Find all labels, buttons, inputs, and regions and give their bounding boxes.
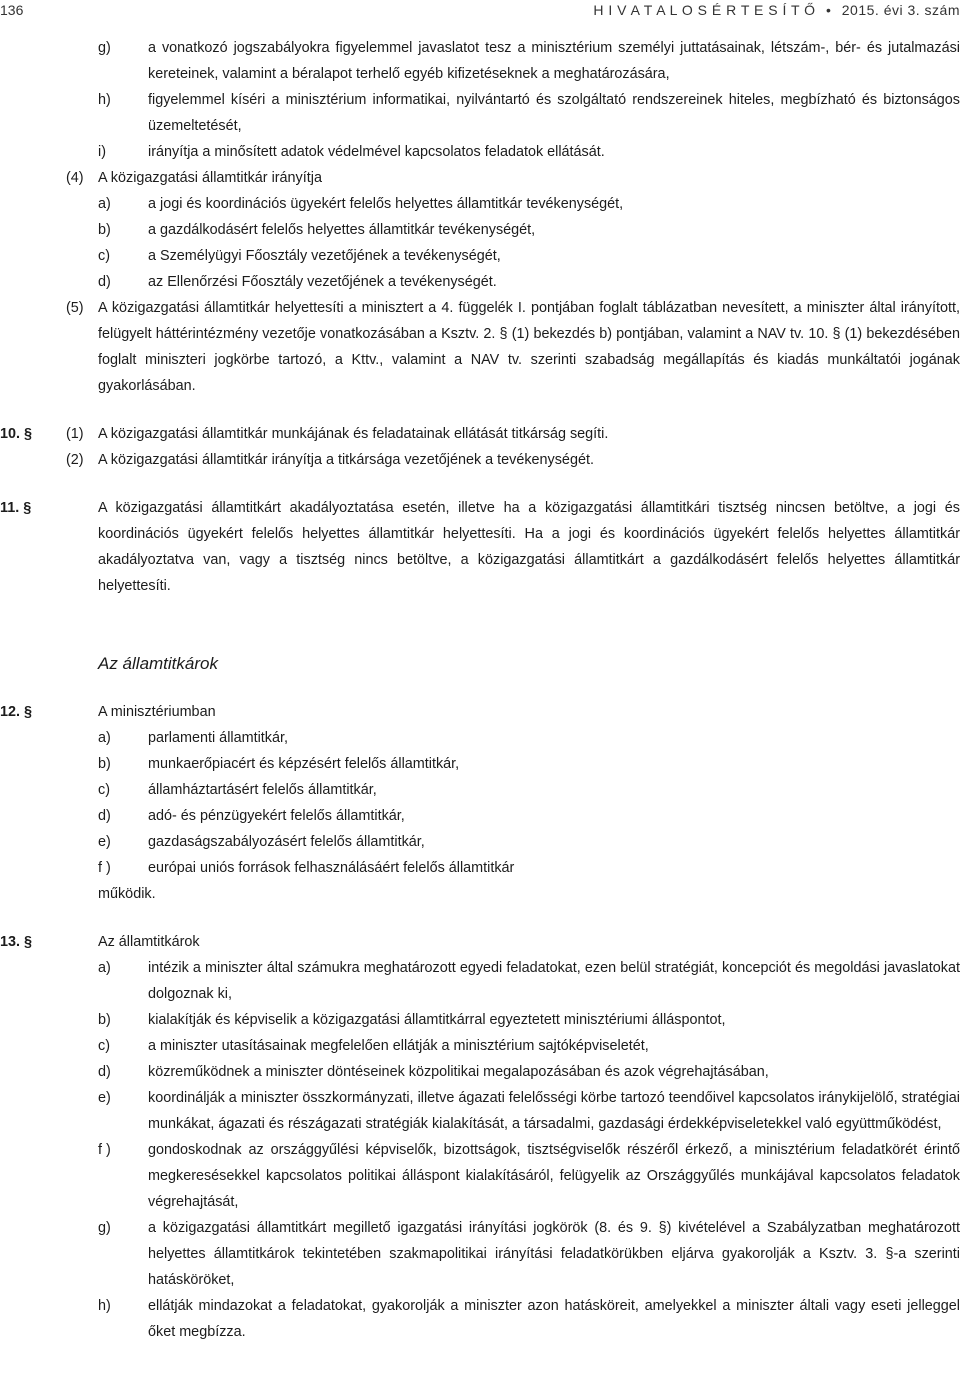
item-label: h)	[98, 92, 111, 108]
spacer	[0, 599, 960, 651]
paragraph-text: A közigazgatási államtitkár irányítja a titkársága vezetőjének a tevékenységét.	[98, 452, 594, 468]
section-label: 10. §	[0, 426, 33, 442]
page-header	[0, 0, 960, 20]
list-item	[0, 1085, 960, 1137]
list-item	[0, 955, 960, 1007]
item-text: koordinálják a miniszter összkormányzati, illetve ágazati felelősségi körbe tartozó teendőivel kapcsolatos iránykijelölő, stratégiai munkákat, ágazati és részágazati stratégiák kialakítását, a társadalmi, gazdasági érdekképviseletekkel való együttműködést,	[148, 1090, 960, 1132]
closing-text: működik.	[98, 886, 156, 902]
paragraph-label: (4)	[66, 170, 84, 186]
item-text: gondoskodnak az országgyűlési képviselők, bizottságok, tisztségviselők részéről érkező, a minisztérium feladatkörét érintő megkeresésekkel kapcsolatos politikai álláspont kialakításáról, felügyelik az Országgyűlés munkájával kapcsolatos feladatok végrehajtását,	[148, 1142, 960, 1210]
page-number: 136	[0, 2, 24, 18]
spacer	[0, 907, 960, 929]
section-10-paragraph-2	[0, 447, 960, 473]
list-item	[0, 1007, 960, 1033]
item-label: f )	[98, 860, 111, 876]
header-bullet: •	[825, 2, 832, 18]
list-item	[0, 1215, 960, 1293]
item-text: közreműködnek a miniszter döntéseinek közpolitikai megalapozásában és azok végrehajtásában,	[148, 1064, 769, 1080]
list-item	[0, 855, 960, 881]
list-item	[0, 35, 960, 87]
item-label: b)	[98, 756, 111, 772]
list-item	[0, 87, 960, 139]
section-text: Az államtitkárok	[98, 934, 200, 950]
document-body	[0, 35, 960, 1345]
item-text: munkaerőpiacért és képzésért felelős államtitkár,	[148, 756, 460, 772]
item-text: gazdaságszabályozásért felelős államtitkár,	[148, 834, 425, 850]
paragraph-text: A közigazgatási államtitkár irányítja	[98, 170, 322, 186]
item-label: i)	[98, 144, 106, 160]
item-label: c)	[98, 248, 110, 264]
list-item	[0, 829, 960, 855]
item-text: figyelemmel kíséri a minisztérium informatikai, nyilvántartó és szolgáltató rendszereinek hiteles, megbízható és biztonságos üzemeltetését,	[148, 92, 960, 134]
publication-name: H I V A T A L O S É R T E S Í T Ő	[593, 2, 816, 18]
section-text: A minisztériumban	[98, 704, 216, 720]
item-text: parlamenti államtitkár,	[148, 730, 288, 746]
section-13	[0, 929, 960, 955]
item-text: a közigazgatási államtitkárt megillető igazgatási irányítási jogkörök (8. és 9. §) kivételével a Szabályzatban meghatározott helyettes államtitkárok tekintetében szakmapolitikai irányítási feladatkörükben eljárva gyakorolják a Ksztv. 3. §-a szerinti hatásköröket,	[148, 1220, 960, 1288]
item-label: a)	[98, 730, 111, 746]
list-item	[0, 751, 960, 777]
list-item	[0, 1293, 960, 1345]
list-item	[0, 139, 960, 165]
spacer	[0, 677, 960, 699]
item-label: c)	[98, 1038, 110, 1054]
item-text: európai uniós források felhasználásáért felelős államtitkár	[148, 860, 515, 876]
item-text: intézik a miniszter által számukra meghatározott egyedi feladatokat, ezen belül stratégiát, koncepciót és megoldási javaslatokat dolgoznak ki,	[148, 960, 960, 1002]
item-text: a gazdálkodásért felelős helyettes államtitkár tevékenységét,	[148, 222, 536, 238]
paragraph-label: (5)	[66, 300, 84, 316]
section-subtitle: Az államtitkárok	[98, 654, 218, 673]
list-item	[0, 803, 960, 829]
running-title	[593, 1, 960, 19]
spacer	[0, 399, 960, 421]
item-label: e)	[98, 1090, 111, 1106]
paragraph-label: (2)	[66, 452, 84, 468]
item-label: a)	[98, 196, 111, 212]
item-label: g)	[98, 1220, 111, 1236]
section-label: 11. §	[0, 500, 32, 516]
item-text: a Személyügyi Főosztály vezetőjének a tevékenységét,	[148, 248, 501, 264]
list-item	[0, 1033, 960, 1059]
list-item	[0, 1137, 960, 1215]
list-item	[0, 269, 960, 295]
item-label: d)	[98, 808, 111, 824]
item-label: f )	[98, 1142, 111, 1158]
list-item	[0, 725, 960, 751]
item-label: h)	[98, 1298, 111, 1314]
item-label: d)	[98, 274, 111, 290]
list-item	[0, 217, 960, 243]
spacer	[0, 473, 960, 495]
list-item	[0, 777, 960, 803]
list-item	[0, 191, 960, 217]
item-text: a vonatkozó jogszabályokra figyelemmel javaslatot tesz a minisztérium személyi juttatásainak, létszám-, bér- és jutalmazási kereteinek, valamint a béralapot terhelő egyéb kifizetéseknek a meghatározására,	[148, 40, 960, 82]
section-12	[0, 699, 960, 725]
item-text: a jogi és koordinációs ügyekért felelős helyettes államtitkár tevékenységét,	[148, 196, 624, 212]
item-text: kialakítják és képviselik a közigazgatási államtitkárral egyeztetett minisztériumi álláspontot,	[148, 1012, 726, 1028]
item-label: b)	[98, 222, 111, 238]
paragraph-label: (1)	[66, 426, 84, 442]
item-label: c)	[98, 782, 110, 798]
item-label: d)	[98, 1064, 111, 1080]
section-11	[0, 495, 960, 599]
section-10	[0, 421, 960, 447]
section-label: 13. §	[0, 934, 33, 950]
paragraph-4	[0, 165, 960, 191]
list-item	[0, 1059, 960, 1085]
item-text: államháztartásért felelős államtitkár,	[148, 782, 377, 798]
section-label: 12. §	[0, 704, 33, 720]
item-text: az Ellenőrzési Főosztály vezetőjének a tevékenységét.	[148, 274, 497, 290]
item-label: g)	[98, 40, 111, 56]
paragraph-text: A közigazgatási államtitkár helyettesíti a minisztert a 4. függelék I. pontjában foglalt táblázatban nevesített, a miniszter által irányított, felügyelt háttérintézmény vezetője vonatkozásában a Ksztv. 2. § (1) bekezdés b) pontjában, valamint a NAV tv. 10. § (1) bekezdésében foglalt miniszteri jogkörbe tartozó, a Kttv., valamint a NAV tv. szerinti szabadság megállapítás és kiadás munkáltatói jogának gyakorlásában.	[98, 300, 960, 394]
item-text: irányítja a minősített adatok védelmével kapcsolatos feladatok ellátását.	[148, 144, 605, 160]
issue-label: 2015. évi 3. szám	[841, 2, 960, 18]
paragraph-text: A közigazgatási államtitkár munkájának és feladatainak ellátását titkárság segíti.	[98, 426, 609, 442]
item-label: b)	[98, 1012, 111, 1028]
item-label: a)	[98, 960, 111, 976]
item-text: ellátják mindazokat a feladatokat, gyakorolják a miniszter azon hatásköreit, amelyekkel a miniszter általi vagy eseti jelleggel őket megbízza.	[148, 1298, 960, 1340]
paragraph-5	[0, 295, 960, 399]
section-text: A közigazgatási államtitkárt akadályoztatása esetén, illetve ha a közigazgatási államtitkári tisztség nincsen betöltve, a jogi és koordinációs ügyekért felelős helyettes államtitkár helyettesíti. Ha a jogi és koordinációs ügyekért felelős helyettes államtitkár akadályoztatva van, vagy a tisztség nincs betöltve, a közigazgatási államtitkárt a gazdálkodásért felelős helyettes államtitkár helyettesíti.	[98, 500, 960, 594]
item-text: adó- és pénzügyekért felelős államtitkár,	[148, 808, 405, 824]
list-item	[0, 243, 960, 269]
item-label: e)	[98, 834, 111, 850]
item-text: a miniszter utasításainak megfelelően ellátják a minisztérium sajtóképviseletét,	[148, 1038, 649, 1054]
